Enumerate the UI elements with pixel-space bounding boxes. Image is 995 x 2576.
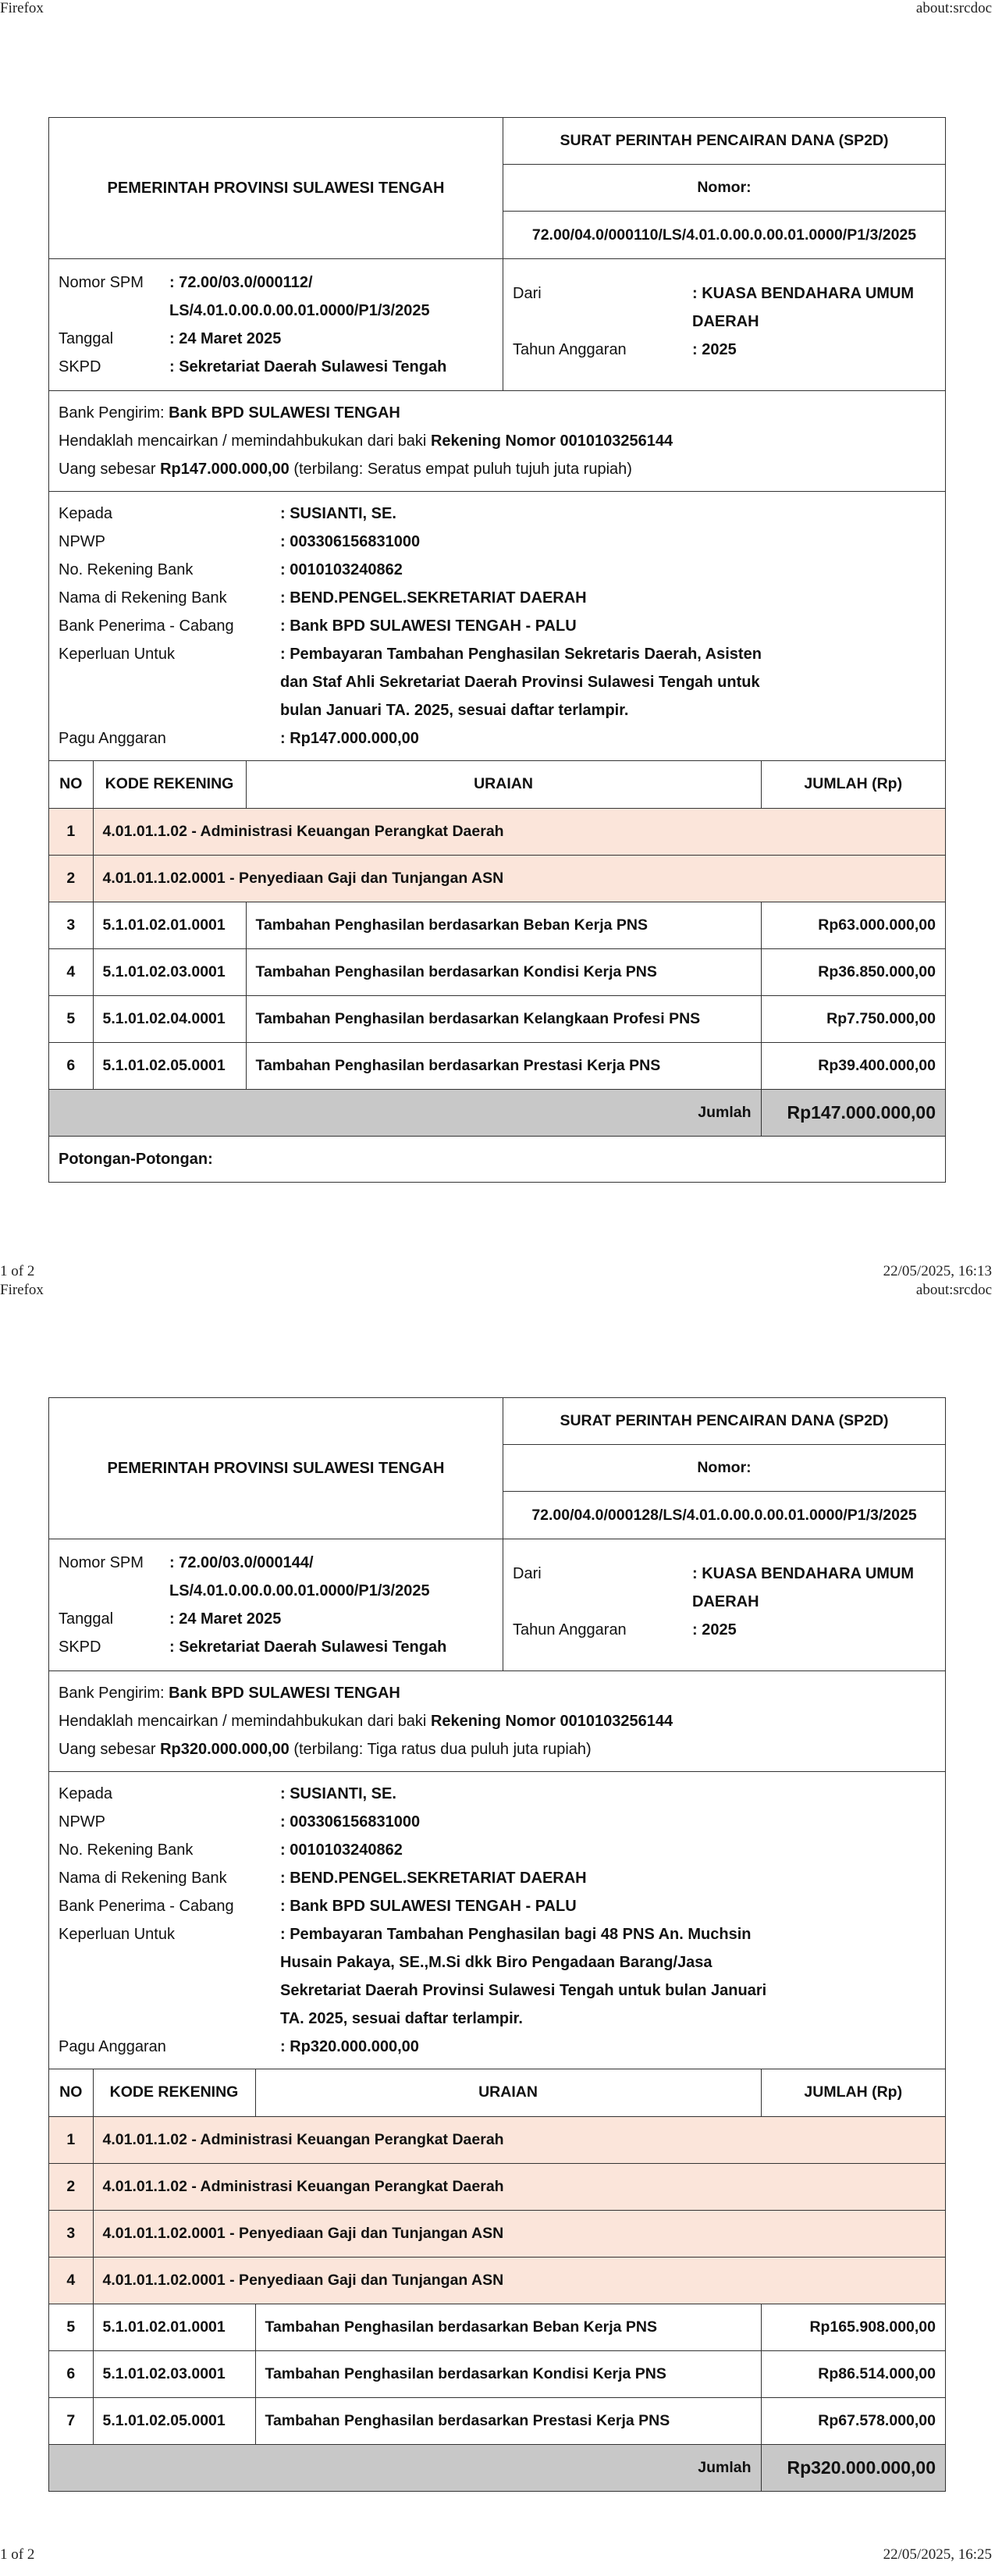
potongan-label: Potongan-Potongan: — [59, 1150, 213, 1168]
recipient-row — [59, 500, 936, 528]
line-items-table — [49, 761, 945, 1136]
government-name: PEMERINTAH PROVINSI SULAWESI TENGAH — [49, 1398, 503, 1539]
sp2d-document — [48, 1397, 946, 2492]
recipient-field-label: Keperluan Untuk — [59, 1926, 175, 1943]
recipient-field-value: : BEND.PENGEL.SEKRETARIAT DAERAH — [280, 589, 587, 607]
line-items — [49, 2069, 945, 2491]
row-number: 2 — [49, 855, 93, 902]
table-group-row — [49, 808, 945, 855]
bank-pengirim-value: Bank BPD SULAWESI TENGAH — [169, 404, 400, 422]
uang-label: Uang sebesar — [59, 461, 161, 478]
row-number: 2 — [49, 2163, 93, 2210]
dari-value-line1: : KUASA BENDAHARA UMUM — [692, 285, 915, 302]
uraian: Tambahan Penghasilan berdasarkan Kondisi Kerja PNS — [255, 2350, 761, 2397]
spm-label: Nomor SPM — [59, 274, 144, 291]
recipient-row — [59, 724, 936, 753]
jumlah-amount: Rp165.908.000,00 — [761, 2304, 945, 2350]
recipient-field-value: : 003306156831000 — [280, 533, 421, 550]
terbilang-text: (terbilang: Seratus empat puluh tujuh juta rupiah) — [289, 461, 632, 478]
table-row — [49, 2397, 945, 2444]
recipient-field-value: : 003306156831000 — [280, 1813, 421, 1831]
recipient-row — [59, 640, 936, 724]
column-header-kode: KODE REKENING — [93, 2069, 255, 2116]
kode-rekening: 5.1.01.02.05.0001 — [93, 2397, 255, 2444]
document-number: 72.00/04.0/000110/LS/4.01.0.00.0.00.01.0000/P1/3/2025 — [531, 226, 917, 244]
recipient-row — [59, 528, 936, 556]
column-header-uraian: URAIAN — [246, 761, 761, 808]
tahun-anggaran-value: : 2025 — [692, 341, 737, 358]
tanggal-value: : 24 Maret 2025 — [169, 330, 282, 347]
dari-value-line1: : KUASA BENDAHARA UMUM — [692, 1565, 915, 1582]
row-number: 1 — [49, 2116, 93, 2163]
total-amount: Rp147.000.000,00 — [761, 1089, 945, 1136]
dari-label: Dari — [513, 1565, 542, 1582]
browser-url: about:srcdoc — [915, 0, 992, 16]
total-amount: Rp320.000.000,00 — [761, 2444, 945, 2491]
recipient-field-value: : BEND.PENGEL.SEKRETARIAT DAERAH — [280, 1870, 587, 1887]
row-number: 5 — [49, 995, 93, 1042]
table-group-row — [49, 2116, 945, 2163]
recipient-field-label: Pagu Anggaran — [59, 730, 166, 747]
tahun-anggaran-value: : 2025 — [692, 1621, 737, 1638]
table-group-row — [49, 2163, 945, 2210]
page-count: 1 of 2 — [0, 2546, 35, 2563]
row-number: 1 — [49, 808, 93, 855]
recipient-field-label: Bank Penerima - Cabang — [59, 617, 234, 635]
table-group-row — [49, 2210, 945, 2257]
row-number: 3 — [49, 2210, 93, 2257]
column-header-no: NO — [49, 761, 93, 808]
rekening-number: Rekening Nomor 0010103256144 — [430, 432, 673, 450]
dari-value-line2: DAERAH — [692, 313, 759, 330]
sp2d-document — [48, 117, 946, 1183]
recipient-field-label: No. Rekening Bank — [59, 561, 194, 578]
nomor-label: Nomor: — [503, 1445, 945, 1492]
recipient-field-label: Kepada — [59, 1785, 112, 1802]
spm-number-line2: LS/4.01.0.00.0.00.01.0000/P1/3/2025 — [169, 1582, 430, 1599]
tanggal-label: Tanggal — [59, 1610, 114, 1628]
group-label: 4.01.01.1.02 - Administrasi Keuangan Perangkat Daerah — [93, 808, 945, 855]
recipient-field-label: NPWP — [59, 1813, 105, 1831]
recipient-field-label: Nama di Rekening Bank — [59, 589, 227, 607]
recipient-row — [59, 584, 936, 612]
recipient-row — [59, 1808, 936, 1836]
government-name: PEMERINTAH PROVINSI SULAWESI TENGAH — [49, 118, 503, 258]
table-header-row — [49, 761, 945, 808]
jumlah-amount: Rp36.850.000,00 — [761, 948, 945, 995]
table-row — [49, 2350, 945, 2397]
skpd-label: SKPD — [59, 1638, 101, 1656]
table-group-row — [49, 855, 945, 902]
uraian: Tambahan Penghasilan berdasarkan Prestasi Kerja PNS — [255, 2397, 761, 2444]
jumlah-amount: Rp7.750.000,00 — [761, 995, 945, 1042]
line-items-table — [49, 2069, 945, 2491]
uang-amount: Rp320.000.000,00 — [160, 1741, 290, 1758]
spm-number-line1: : 72.00/03.0/000144/ — [169, 1554, 314, 1571]
document-header — [49, 118, 945, 259]
browser-url: about:srcdoc — [915, 1282, 992, 1298]
column-header-jumlah: JUMLAH (Rp) — [761, 761, 945, 808]
recipient-field-value: : Pembayaran Tambahan Penghasilan bagi 48 PNS An. Muchsin Husain Pakaya, SE.,M.Si dkk Biro Pengadaan Barang/Jasa Sekretariat Daerah Provinsi Sulawesi Tengah untuk bulan Januari TA. 2025, sesuai daftar terlampir. — [280, 1926, 767, 2027]
bank-pengirim-label: Bank Pengirim: — [59, 1685, 169, 1702]
table-row — [49, 948, 945, 995]
spm-number-line1: : 72.00/03.0/000112/ — [169, 274, 313, 291]
recipient-row — [59, 1836, 936, 1864]
table-row — [49, 995, 945, 1042]
tanggal-value: : 24 Maret 2025 — [169, 1610, 282, 1628]
kode-rekening: 5.1.01.02.05.0001 — [93, 1042, 246, 1089]
recipient-row — [59, 2033, 936, 2061]
print-timestamp: 22/05/2025, 16:13 — [883, 1263, 992, 1279]
bank-instruction — [49, 391, 945, 492]
group-label: 4.01.01.1.02 - Administrasi Keuangan Perangkat Daerah — [93, 2116, 945, 2163]
cairkan-text: Hendaklah mencairkan / memindahbukukan dari baki — [59, 1713, 431, 1730]
table-row — [49, 1042, 945, 1089]
recipient-field-value: : Bank BPD SULAWESI TENGAH - PALU — [280, 1898, 577, 1915]
kode-rekening: 5.1.01.02.04.0001 — [93, 995, 246, 1042]
table-row — [49, 2304, 945, 2350]
kode-rekening: 5.1.01.02.03.0001 — [93, 948, 246, 995]
skpd-label: SKPD — [59, 358, 101, 375]
recipient-row — [59, 1780, 936, 1808]
skpd-value: : Sekretariat Daerah Sulawesi Tengah — [169, 1638, 447, 1656]
column-header-jumlah: JUMLAH (Rp) — [761, 2069, 945, 2116]
row-number: 5 — [49, 2304, 93, 2350]
uraian: Tambahan Penghasilan berdasarkan Kondisi Kerja PNS — [246, 948, 761, 995]
uang-label: Uang sebesar — [59, 1741, 161, 1758]
column-header-kode: KODE REKENING — [93, 761, 246, 808]
recipient-field-value: : Pembayaran Tambahan Penghasilan Sekretaris Daerah, Asisten dan Staf Ahli Sekretariat Daerah Provinsi Sulawesi Tengah untuk bulan Januari TA. 2025, sesuai daftar terlampir. — [280, 646, 762, 719]
bank-pengirim-label: Bank Pengirim: — [59, 404, 169, 422]
recipient-row — [59, 1864, 936, 1892]
table-group-row — [49, 2257, 945, 2304]
recipient-field-label: No. Rekening Bank — [59, 1841, 194, 1859]
column-header-uraian: URAIAN — [255, 2069, 761, 2116]
rekening-number: Rekening Nomor 0010103256144 — [430, 1713, 673, 1730]
terbilang-text: (terbilang: Tiga ratus dua puluh juta rupiah) — [289, 1741, 592, 1758]
group-label: 4.01.01.1.02.0001 - Penyediaan Gaji dan Tunjangan ASN — [93, 2210, 945, 2257]
recipient-row — [59, 1920, 936, 2033]
recipient-field-value: : Rp320.000.000,00 — [280, 2038, 419, 2055]
total-row — [49, 2444, 945, 2491]
spm-label: Nomor SPM — [59, 1554, 144, 1571]
cairkan-text: Hendaklah mencairkan / memindahbukukan dari baki — [59, 432, 431, 450]
tanggal-label: Tanggal — [59, 330, 114, 347]
row-number: 4 — [49, 2257, 93, 2304]
jumlah-amount: Rp63.000.000,00 — [761, 902, 945, 948]
row-number: 4 — [49, 948, 93, 995]
print-timestamp: 22/05/2025, 16:25 — [883, 2546, 992, 2563]
skpd-value: : Sekretariat Daerah Sulawesi Tengah — [169, 358, 447, 375]
recipient-field-value: : Rp147.000.000,00 — [280, 730, 419, 747]
recipient-field-label: NPWP — [59, 533, 105, 550]
tahun-anggaran-label: Tahun Anggaran — [513, 1621, 627, 1638]
bank-instruction — [49, 1671, 945, 1772]
table-header-row — [49, 2069, 945, 2116]
document-header — [49, 1398, 945, 1539]
nomor-label: Nomor: — [503, 165, 945, 212]
document-title: SURAT PERINTAH PENCAIRAN DANA (SP2D) — [503, 118, 945, 165]
bank-pengirim-value: Bank BPD SULAWESI TENGAH — [169, 1685, 400, 1702]
jumlah-amount: Rp86.514.000,00 — [761, 2350, 945, 2397]
recipient-field-label: Bank Penerima - Cabang — [59, 1898, 234, 1915]
row-number: 3 — [49, 902, 93, 948]
recipient-field-label: Pagu Anggaran — [59, 2038, 166, 2055]
recipient-row — [59, 612, 936, 640]
browser-name: Firefox — [0, 1282, 44, 1298]
dari-value-line2: DAERAH — [692, 1593, 759, 1610]
page-count: 1 of 2 — [0, 1263, 35, 1279]
jumlah-amount: Rp39.400.000,00 — [761, 1042, 945, 1089]
total-label: Jumlah — [49, 2444, 761, 2491]
recipient-field-value: : 0010103240862 — [280, 1841, 403, 1859]
recipient-field-value: : 0010103240862 — [280, 561, 403, 578]
group-label: 4.01.01.1.02 - Administrasi Keuangan Perangkat Daerah — [93, 2163, 945, 2210]
recipient-details — [49, 1772, 945, 2069]
row-number: 7 — [49, 2397, 93, 2444]
spm-info — [49, 259, 945, 391]
spm-info — [49, 1539, 945, 1671]
kode-rekening: 5.1.01.02.03.0001 — [93, 2350, 255, 2397]
recipient-field-value: : SUSIANTI, SE. — [280, 505, 396, 522]
recipient-details — [49, 492, 945, 761]
kode-rekening: 5.1.01.02.01.0001 — [93, 2304, 255, 2350]
uraian: Tambahan Penghasilan berdasarkan Kelangkaan Profesi PNS — [246, 995, 761, 1042]
jumlah-amount: Rp67.578.000,00 — [761, 2397, 945, 2444]
uang-amount: Rp147.000.000,00 — [160, 461, 290, 478]
total-row — [49, 1089, 945, 1136]
line-items — [49, 761, 945, 1137]
recipient-field-value: : Bank BPD SULAWESI TENGAH - PALU — [280, 617, 577, 635]
column-header-no: NO — [49, 2069, 93, 2116]
browser-name: Firefox — [0, 0, 44, 16]
uraian: Tambahan Penghasilan berdasarkan Prestasi Kerja PNS — [246, 1042, 761, 1089]
uraian: Tambahan Penghasilan berdasarkan Beban Kerja PNS — [255, 2304, 761, 2350]
table-row — [49, 902, 945, 948]
tahun-anggaran-label: Tahun Anggaran — [513, 341, 627, 358]
document-number: 72.00/04.0/000128/LS/4.01.0.00.0.00.01.0000/P1/3/2025 — [531, 1506, 917, 1524]
recipient-field-value: : SUSIANTI, SE. — [280, 1785, 396, 1802]
recipient-row — [59, 556, 936, 584]
recipient-field-label: Keperluan Untuk — [59, 646, 175, 663]
row-number: 6 — [49, 2350, 93, 2397]
row-number: 6 — [49, 1042, 93, 1089]
kode-rekening: 5.1.01.02.01.0001 — [93, 902, 246, 948]
recipient-field-label: Kepada — [59, 505, 112, 522]
dari-label: Dari — [513, 285, 542, 302]
document-title: SURAT PERINTAH PENCAIRAN DANA (SP2D) — [503, 1398, 945, 1445]
total-label: Jumlah — [49, 1089, 761, 1136]
group-label: 4.01.01.1.02.0001 - Penyediaan Gaji dan Tunjangan ASN — [93, 855, 945, 902]
recipient-row — [59, 1892, 936, 1920]
uraian: Tambahan Penghasilan berdasarkan Beban Kerja PNS — [246, 902, 761, 948]
group-label: 4.01.01.1.02.0001 - Penyediaan Gaji dan Tunjangan ASN — [93, 2257, 945, 2304]
recipient-field-label: Nama di Rekening Bank — [59, 1870, 227, 1887]
spm-number-line2: LS/4.01.0.00.0.00.01.0000/P1/3/2025 — [169, 302, 430, 319]
